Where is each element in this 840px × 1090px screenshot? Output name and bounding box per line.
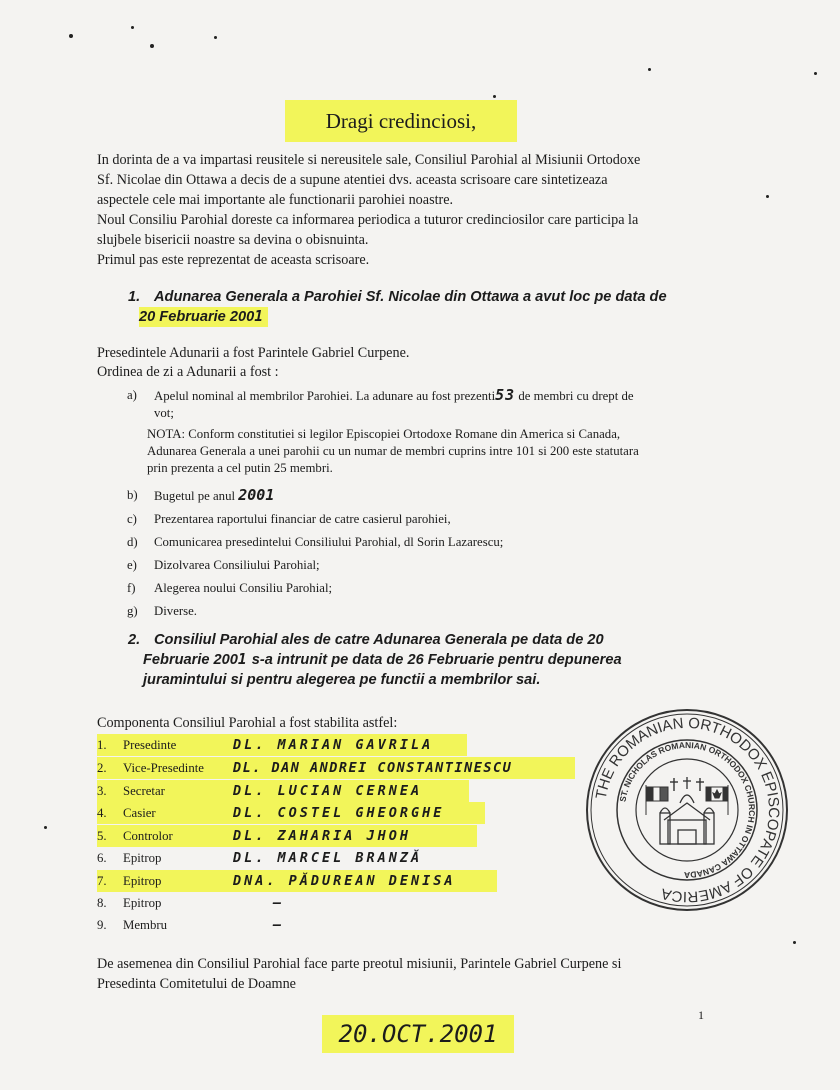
agenda-marker: b) bbox=[127, 488, 138, 502]
member-number: 3. bbox=[97, 784, 107, 798]
member-role: Membru bbox=[123, 918, 168, 932]
seal-inner-text: ST. NICHOLAS ROMANIAN ORTHODOX CHURCH IN OTTAWA CANADA bbox=[617, 739, 758, 881]
member-number: 8. bbox=[97, 896, 107, 910]
agenda-marker: d) bbox=[127, 535, 138, 549]
agenda-item-d bbox=[127, 534, 737, 557]
agenda-list-continued bbox=[127, 487, 737, 626]
salutation: Dragi credinciosi, bbox=[285, 100, 517, 142]
member-number: 5. bbox=[97, 829, 107, 843]
member-name: DL. COSTEL GHEORGHE bbox=[233, 805, 445, 821]
canadian-flag-icon bbox=[706, 785, 728, 815]
scan-speck bbox=[131, 26, 134, 29]
handwritten-year: 2001 bbox=[238, 486, 275, 504]
agenda-item-g bbox=[127, 603, 737, 626]
composition-line: Componenta Consiliul Parohial a fost stabilita astfel: bbox=[97, 715, 398, 731]
agenda-marker: c) bbox=[127, 512, 137, 526]
page-number: 1 bbox=[698, 1008, 704, 1022]
note-line: NOTA: Conform constitutiei si legilor Episcopiei Ortodoxe Romane din America si Canada, bbox=[147, 427, 621, 441]
romanian-flag-icon bbox=[646, 785, 668, 815]
member-row bbox=[97, 914, 284, 936]
member-role: Epitrop bbox=[123, 896, 162, 910]
closing-line: De asemenea din Consiliul Parohial face parte preotul misiunii, Parintele Gabriel Curpene si bbox=[97, 956, 622, 972]
president-line: Presedintele Adunarii a fost Parintele Gabriel Curpene. bbox=[97, 345, 410, 361]
member-row bbox=[97, 802, 485, 824]
agenda-note bbox=[147, 426, 707, 477]
member-role: Secretar bbox=[123, 784, 165, 798]
handwritten-count: 53 bbox=[495, 386, 516, 404]
member-row bbox=[97, 847, 422, 869]
section-number: 2. bbox=[128, 632, 141, 648]
member-name: DL. MARIAN GAVRILA bbox=[233, 737, 434, 753]
member-number: 2. bbox=[97, 761, 107, 775]
intro-line: aspectele cele mai importante ale functionarii parohiei noastre. bbox=[97, 192, 454, 208]
member-name: DL. LUCIAN CERNEA bbox=[233, 783, 423, 799]
scan-speck bbox=[214, 36, 217, 39]
section-number: 1. bbox=[128, 289, 141, 305]
agenda-item-f bbox=[127, 580, 737, 603]
intro-line: Sf. Nicolae din Ottawa a decis de a supune atentiei dvs. aceasta scrisoare care sintetizeaza bbox=[97, 172, 608, 188]
member-number: 7. bbox=[97, 874, 107, 888]
agenda-item-c bbox=[127, 511, 737, 534]
section-heading-line bbox=[143, 650, 768, 670]
member-number: 1. bbox=[97, 738, 107, 752]
closing-line: Presedinta Comitetului de Doamne bbox=[97, 976, 296, 992]
agenda-text: vot; bbox=[154, 406, 174, 420]
agenda-text: de membri cu drept de bbox=[518, 389, 634, 403]
member-row bbox=[97, 825, 477, 847]
member-row bbox=[97, 734, 467, 756]
member-role: Controlor bbox=[123, 829, 173, 843]
member-name: – bbox=[273, 895, 285, 911]
scan-speck bbox=[44, 826, 47, 829]
agenda-text: Comunicarea presedintelui Consiliului Parohial, dl Sorin Lazarescu; bbox=[154, 535, 504, 549]
scan-speck bbox=[69, 34, 73, 38]
closing-paragraph bbox=[97, 954, 757, 994]
section-2-heading bbox=[128, 630, 768, 690]
agenda-intro-line: Ordinea de zi a Adunarii a fost : bbox=[97, 364, 279, 380]
church-seal bbox=[580, 705, 795, 915]
handwritten-digit: 1 bbox=[237, 651, 248, 668]
agenda-text: Diverse. bbox=[154, 604, 197, 618]
agenda-marker: e) bbox=[127, 558, 137, 572]
handwritten-digit: 1 bbox=[254, 308, 264, 325]
scan-speck bbox=[150, 44, 154, 48]
note-line: Adunarea Generala a unei parohii cu un numar de membri cuprins intre 101 si 200 este statutara bbox=[147, 444, 639, 458]
member-name: DL. MARCEL BRANZĂ bbox=[233, 850, 423, 866]
scan-speck bbox=[648, 68, 651, 71]
section-date: Februarie 200 bbox=[143, 652, 238, 668]
agenda-text: Apelul nominal al membrilor Parohiei. La adunare au fost prezenti bbox=[154, 389, 496, 403]
section-heading-line: juramintului si pentru alegerea pe functii a membrilor sai. bbox=[143, 672, 541, 688]
agenda-marker: a) bbox=[127, 388, 137, 402]
scan-speck bbox=[766, 195, 769, 198]
section-heading-line: Adunarea Generala a Parohiei Sf. Nicolae din Ottawa a avut loc pe data de bbox=[154, 289, 667, 305]
section-heading-line bbox=[139, 307, 268, 327]
seal-outer-text: THE ROMANIAN ORTHODOX EPISCOPATE OF AMERICA bbox=[592, 714, 783, 906]
agenda-marker: f) bbox=[127, 581, 136, 595]
agenda-item-a bbox=[127, 387, 737, 422]
member-name: DL. ZAHARIA JHOH bbox=[233, 828, 412, 844]
note-line: prin prezenta a cel putin 25 membri. bbox=[147, 461, 333, 475]
intro-line: Primul pas este reprezentat de aceasta scrisoare. bbox=[97, 252, 370, 268]
section-heading-line: Consiliul Parohial ales de catre Adunarea Generala pe data de 20 bbox=[154, 632, 604, 648]
section-heading-text: s-a intrunit pe data de 26 Februarie pentru depunerea bbox=[247, 652, 622, 668]
member-name: DL. DAN ANDREI CONSTANTINESCU bbox=[233, 760, 513, 776]
member-row bbox=[97, 757, 575, 779]
member-row bbox=[97, 892, 284, 914]
agenda-list bbox=[127, 387, 737, 477]
intro-line: Noul Consiliu Parohial doreste ca informarea periodica a tuturor credinciosilor care participa la bbox=[97, 212, 639, 228]
agenda-text: Prezentarea raportului financiar de catre casierul parohiei, bbox=[154, 512, 451, 526]
member-name: DNA. PĂDUREAN DENISA bbox=[233, 873, 456, 889]
scan-speck bbox=[493, 95, 496, 98]
member-number: 6. bbox=[97, 851, 107, 865]
member-name: – bbox=[273, 917, 285, 933]
member-row bbox=[97, 870, 497, 892]
seal-center-ring bbox=[636, 759, 738, 861]
intro-line: slujbele bisericii noastre sa devina o obisnuinta. bbox=[97, 232, 369, 248]
intro-paragraph bbox=[97, 150, 757, 270]
agenda-item-b bbox=[127, 487, 737, 511]
member-number: 9. bbox=[97, 918, 107, 932]
section-1-heading bbox=[128, 287, 768, 327]
member-role: Vice-Presedinte bbox=[123, 761, 204, 775]
member-number: 4. bbox=[97, 806, 107, 820]
member-role: Presedinte bbox=[123, 738, 177, 752]
member-role: Epitrop bbox=[123, 874, 162, 888]
agenda-item-e bbox=[127, 557, 737, 580]
agenda-text: Bugetul pe anul bbox=[154, 489, 236, 503]
agenda-marker: g) bbox=[127, 604, 138, 618]
member-role: Casier bbox=[123, 806, 156, 820]
intro-line: In dorinta de a va impartasi reusitele si nereusitele sale, Consiliul Parohial al Misiunii Ortodoxe bbox=[97, 152, 641, 168]
scan-speck bbox=[793, 941, 796, 944]
scan-speck bbox=[814, 72, 817, 75]
member-row bbox=[97, 780, 469, 802]
agenda-text: Dizolvarea Consiliului Parohial; bbox=[154, 558, 320, 572]
section-date: 20 Februarie 200 bbox=[139, 309, 255, 325]
handwritten-date: 20.OCT.2001 bbox=[322, 1015, 514, 1053]
member-role: Epitrop bbox=[123, 851, 162, 865]
agenda-text: Alegerea noului Consiliu Parohial; bbox=[154, 581, 333, 595]
